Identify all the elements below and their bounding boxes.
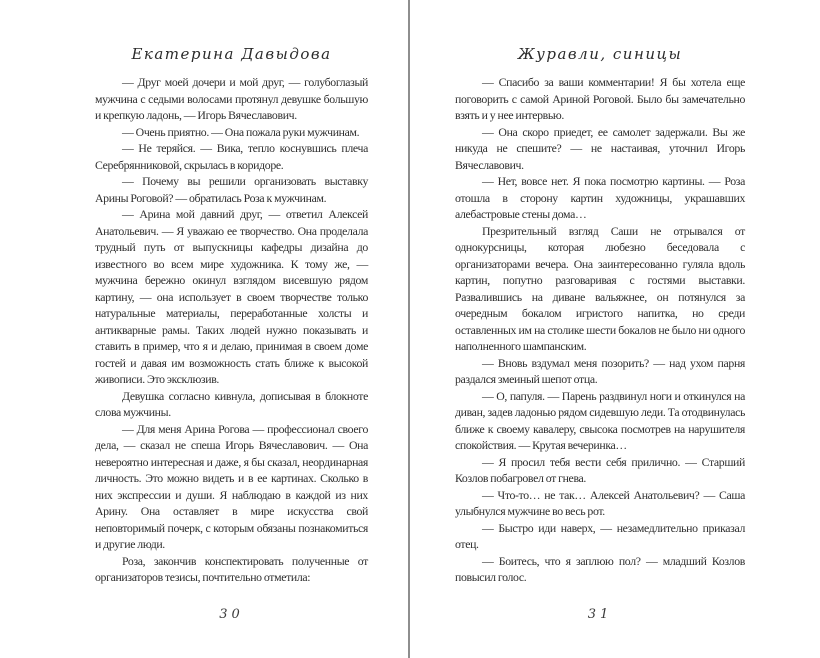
running-head-author: Екатерина Давыдова	[131, 45, 332, 63]
paragraph: — О, папуля. — Парень раздвинул ноги и откинулся на диван, задев ладонью рядом сидевшую леди. Та отодвинулась ближе к своему кавалеру, свысока посмотрев на нарушителя спокойствия. — Крутая вечеринка…	[455, 388, 745, 452]
page-right	[410, 0, 820, 658]
paragraph: — Для меня Арина Рогова — профессионал своего дела, — сказал не спеша Игорь Вячеславович. — Она невероятно интересная и даже, я бы сказал, неординарная личность. Это можно видеть и в ее картинах. Сколько в них экспрессии и души. Я наблюдаю в каждой из них Арину. Она оставляет в мире искусства свой неповторимый почерк, с которым обязаны познакомиться и другие люди.	[95, 421, 368, 551]
paragraph: — Почему вы решили организовать выставку Арины Роговой? — обратилась Роза к мужчинам.	[95, 174, 368, 205]
running-head-title: Журавли, синицы	[517, 45, 683, 63]
paragraph: — Нет, вовсе нет. Я пока посмотрю картины. — Роза отошла в сторону картин художницы, украшавших алебастровые стены дома…	[455, 174, 745, 221]
page-left-body	[95, 74, 368, 586]
paragraph: Девушка согласно кивнула, дописывая в блокноте слова мужчины.	[95, 388, 368, 419]
page-number-right: 31	[587, 607, 613, 622]
page-left	[0, 0, 408, 658]
paragraph: — Она скоро приедет, ее самолет задержали. Вы же никуда не спешите? — не настаивая, уточнил Игорь Вячеславович.	[455, 124, 745, 172]
paragraph: — Арина мой давний друг, — ответил Алексей Анатольевич. — Я уважаю ее творчество. Она проделала трудный путь от выпускницы кафедры дизайна до известного во всем мире художника. К тому же, — мужчина бережно окинул взглядом висевшую рядом картину, — она использует в своем творчестве только натуральные материалы, переработанные холсты и антикварные рамы. Таких людей нужно показывать и ставить в пример, что я и делаю, принимая в своем доме гостей и давая им возможность стать ближе к высокой живописи. Это эксклюзив.	[95, 207, 368, 386]
paragraph: Роза, закончив конспектировать полученные от организаторов тезисы, почтительно отметила:	[95, 553, 368, 584]
paragraph: — Не теряйся. — Вика, тепло коснувшись плеча Серебрянниковой, скрылась в коридоре.	[95, 141, 368, 172]
paragraph: — Что-то… не так… Алексей Анатольевич? — Саша улыбнулся мужчине во весь рот.	[455, 487, 745, 518]
paragraph: Презрительный взгляд Саши не отрывался от однокурсницы, которая любезно беседовала с организаторами вечера. Она заинтересованно гуляла вдоль картин, попутно разговаривая с гостями выставки. Развалившись на диване вальяжнее, он потянулся за очередным бокалом игристого напитка, но среди оставленных им на столике шести бокалов не было ни одного наполненного шампанским.	[455, 223, 745, 353]
paragraph: — Быстро иди наверх, — незамедлительно приказал отец.	[455, 520, 745, 551]
paragraph: — Друг моей дочери и мой друг, — голубоглазый мужчина с седыми волосами протянул девушке большую и крепкую ладонь, — Игорь Вячеславович.	[95, 75, 368, 122]
page-right-body	[455, 74, 745, 586]
paragraph: — Вновь вздумал меня позорить? — над ухом парня раздался змеиный шепот отца.	[455, 355, 745, 386]
page-number-left: 30	[219, 607, 244, 622]
paragraph: — Я просил тебя вести себя прилично. — Старший Козлов побагровел от гнева.	[455, 454, 745, 485]
paragraph: — Боитесь, что я заплюю пол? — младший Козлов повысил голос.	[455, 553, 745, 584]
paragraph: — Очень приятно. — Она пожала руки мужчинам.	[122, 124, 360, 139]
paragraph: — Спасибо за ваши комментарии! Я бы хотела еще поговорить с самой Ариной Роговой. Было бы замечательно взять и у нее интервью.	[455, 75, 745, 122]
